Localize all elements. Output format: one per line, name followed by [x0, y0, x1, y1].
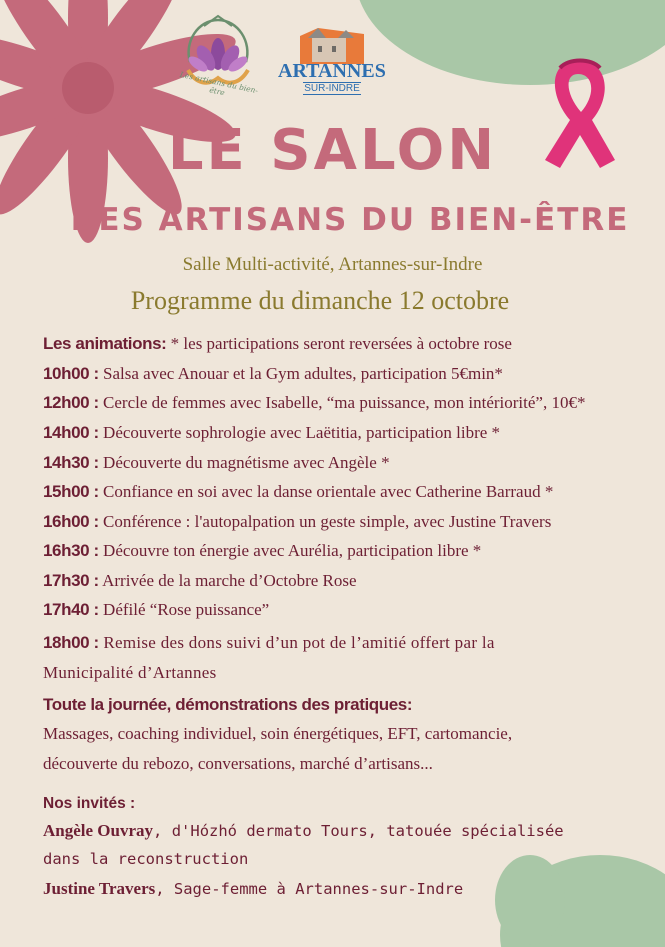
animations-note: * les participations seront reversées à octobre rose: [166, 334, 512, 353]
schedule-time: 15h00 :: [43, 482, 99, 501]
guests-label: [43, 793, 135, 813]
artannes-logo-sub: SUR-INDRE: [304, 83, 360, 94]
guest-2-name: Justine Travers: [43, 879, 156, 898]
animations-line: [43, 334, 512, 354]
schedule-item: [43, 571, 357, 591]
guest-1-line-2: dans la reconstruction: [43, 850, 249, 868]
schedule-item: [43, 453, 390, 473]
artisans-logo: [170, 12, 262, 107]
schedule-time: 14h30 :: [43, 453, 99, 472]
demos-label: Toute la journée, démonstrations des pratiques:: [43, 695, 413, 714]
closing-line-2: Municipalité d’Artannes: [43, 663, 217, 682]
schedule-text: Confiance en soi avec la danse orientale avec Catherine Barraud *: [98, 482, 554, 501]
venue-text: Salle Multi-activité, Artannes-sur-Indre: [182, 254, 483, 275]
title-artisans: DES ARTISANS DU BIEN-ÊTRE: [70, 202, 630, 238]
closing-text: Remise des dons suivi d’un pot de l’amitié offert par la: [98, 633, 495, 652]
artannes-logo: [278, 24, 386, 104]
green-leaf-top-right: [355, 0, 665, 85]
schedule-text: Cercle de femmes avec Isabelle, “ma puissance, mon intériorité”, 10€*: [98, 393, 586, 412]
closing-line-1: [43, 633, 495, 653]
schedule-item: [43, 364, 503, 384]
title-le-salon: LE SALON: [167, 118, 498, 183]
demos-line-2: découverte du rebozo, conversations, marché d’artisans...: [43, 754, 433, 773]
guest-1: [43, 821, 564, 841]
closing-time: 18h00 :: [43, 633, 99, 652]
schedule-item: [43, 393, 585, 413]
schedule-time: 10h00 :: [43, 364, 99, 383]
schedule-text: Défilé “Rose puissance”: [98, 600, 270, 619]
schedule-item: [43, 600, 269, 620]
schedule-time: 14h00 :: [43, 423, 99, 442]
schedule-item: [43, 541, 481, 561]
schedule-text: Découverte sophrologie avec Laëtitia, participation libre *: [98, 423, 501, 442]
schedule-text: Découverte du magnétisme avec Angèle *: [98, 453, 390, 472]
schedule-text: Conférence : l'autopalpation un geste simple, avec Justine Travers: [98, 512, 552, 531]
schedule-time: 12h00 :: [43, 393, 99, 412]
guest-2: [43, 879, 463, 899]
schedule-text: Arrivée de la marche d’Octobre Rose: [98, 571, 357, 590]
schedule-item: [43, 482, 553, 502]
schedule-time: 17h30 :: [43, 571, 99, 590]
schedule-time: 17h40 :: [43, 600, 99, 619]
schedule-time: 16h00 :: [43, 512, 99, 531]
schedule-item: [43, 512, 551, 532]
schedule-text: Découvre ton énergie avec Aurélia, participation libre *: [98, 541, 482, 560]
guests-heading: Nos invités :: [43, 795, 136, 812]
green-leaf-bottom-right-2: [495, 855, 565, 945]
artannes-logo-name: ARTANNES: [278, 60, 386, 82]
schedule-item: [43, 423, 500, 443]
guest-1-desc: , d'Hózhó dermato Tours, tatouée spécialisée: [153, 822, 564, 840]
artisans-logo-text: Les artisans du bien-être: [179, 69, 259, 98]
guest-2-desc: , Sage-femme à Artannes-sur-Indre: [155, 880, 464, 898]
demos-line-1: Massages, coaching individuel, soin énergétiques, EFT, cartomancie,: [43, 724, 513, 743]
schedule-time: 16h30 :: [43, 541, 99, 560]
schedule-text: Salsa avec Anouar et la Gym adultes, participation 5€min*: [98, 364, 503, 383]
programme-heading: Programme du dimanche 12 octobre: [130, 286, 510, 315]
animations-label: Les animations:: [43, 334, 167, 353]
guest-1-name: Angèle Ouvray: [43, 821, 154, 840]
